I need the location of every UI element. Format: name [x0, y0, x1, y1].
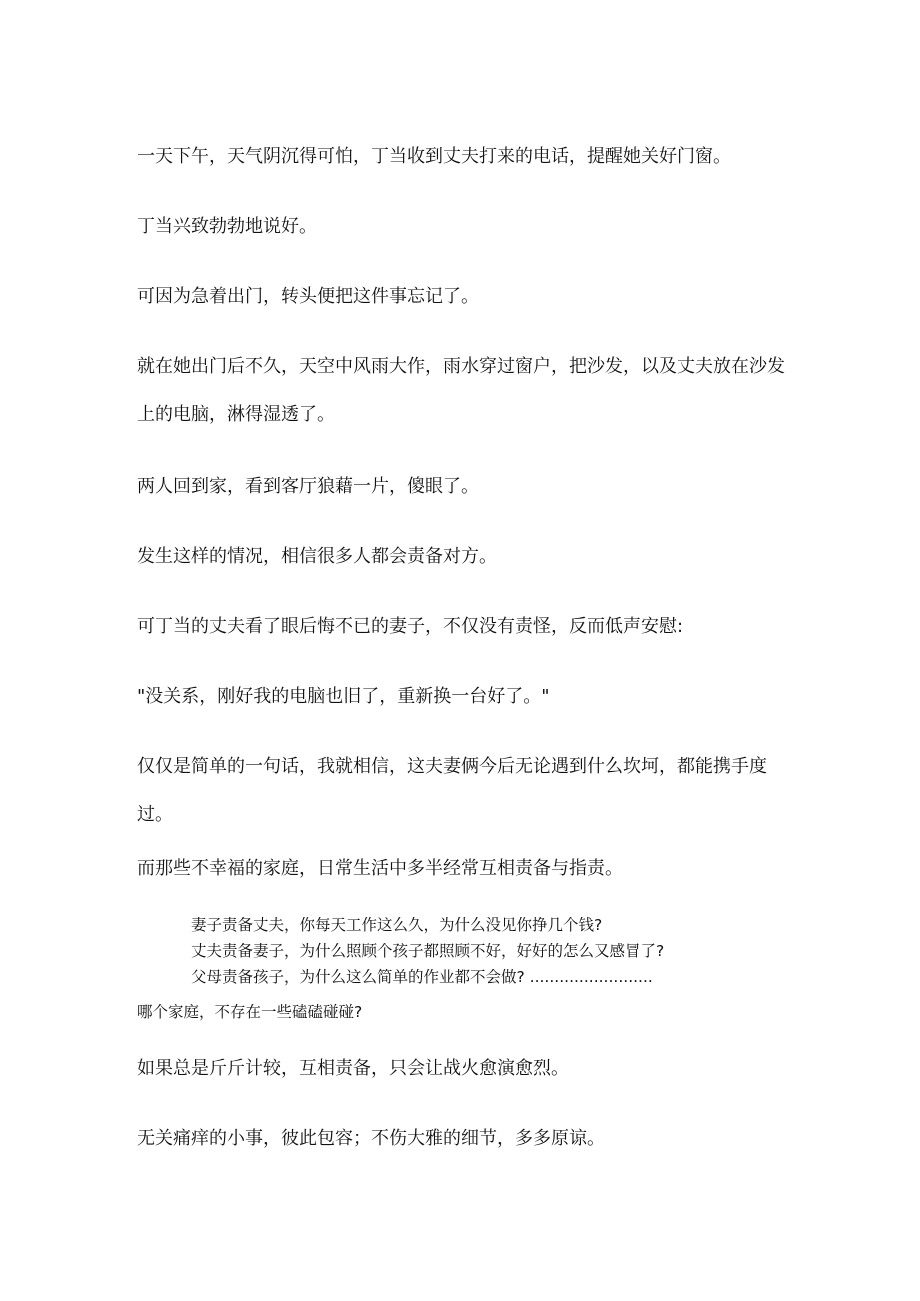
paragraph: 两人回到家，看到客厅狼藉一片，傻眼了。	[137, 476, 479, 497]
paragraph: 发生这样的情况，相信很多人都会责备对方。	[137, 546, 497, 567]
paragraph: 一天下午，天气阴沉得可怕，丁当收到丈夫打来的电话，提醒她关好门窗。	[137, 146, 731, 167]
paragraph: 就在她出门后不久，天空中风雨大作，雨水穿过窗户，把沙发，以及丈夫放在沙发上的电脑，淋得湿透了。	[137, 356, 785, 425]
paragraph: 哪个家庭，不存在一些磕磕碰碰?	[137, 1003, 363, 1021]
paragraph: 如果总是斤斤计较，互相责备，只会让战火愈演愈烈。	[137, 1058, 569, 1079]
paragraph: 可丁当的丈夫看了眼后悔不已的妻子，不仅没有责怪，反而低声安慰:	[137, 616, 684, 637]
quote-line: 妻子责备丈夫，你每天工作这么久，为什么没见你挣几个钱?	[191, 916, 603, 934]
quote-line: 父母责备孩子，为什么这么简单的作业都不会做? .........................	[191, 968, 653, 986]
paragraph: 可因为急着出门，转头便把这件事忘记了。	[137, 286, 479, 307]
quoted-speech: "没关系，刚好我的电脑也旧了，重新换一台好了。"	[137, 686, 550, 707]
paragraph: 而那些不幸福的家庭，日常生活中多半经常互相责备与指责。	[137, 858, 623, 879]
paragraph: 无关痛痒的小事，彼此包容；不伤大雅的细节，多多原谅。	[137, 1128, 605, 1149]
paragraph: 丁当兴致勃勃地说好。	[137, 216, 317, 237]
quote-line: 丈夫责备妻子，为什么照顾个孩子都照顾不好，好好的怎么又感冒了?	[191, 942, 665, 960]
paragraph: 仅仅是简单的一句话，我就相信，这夫妻俩今后无论遇到什么坎坷，都能携手度过。	[137, 756, 767, 825]
